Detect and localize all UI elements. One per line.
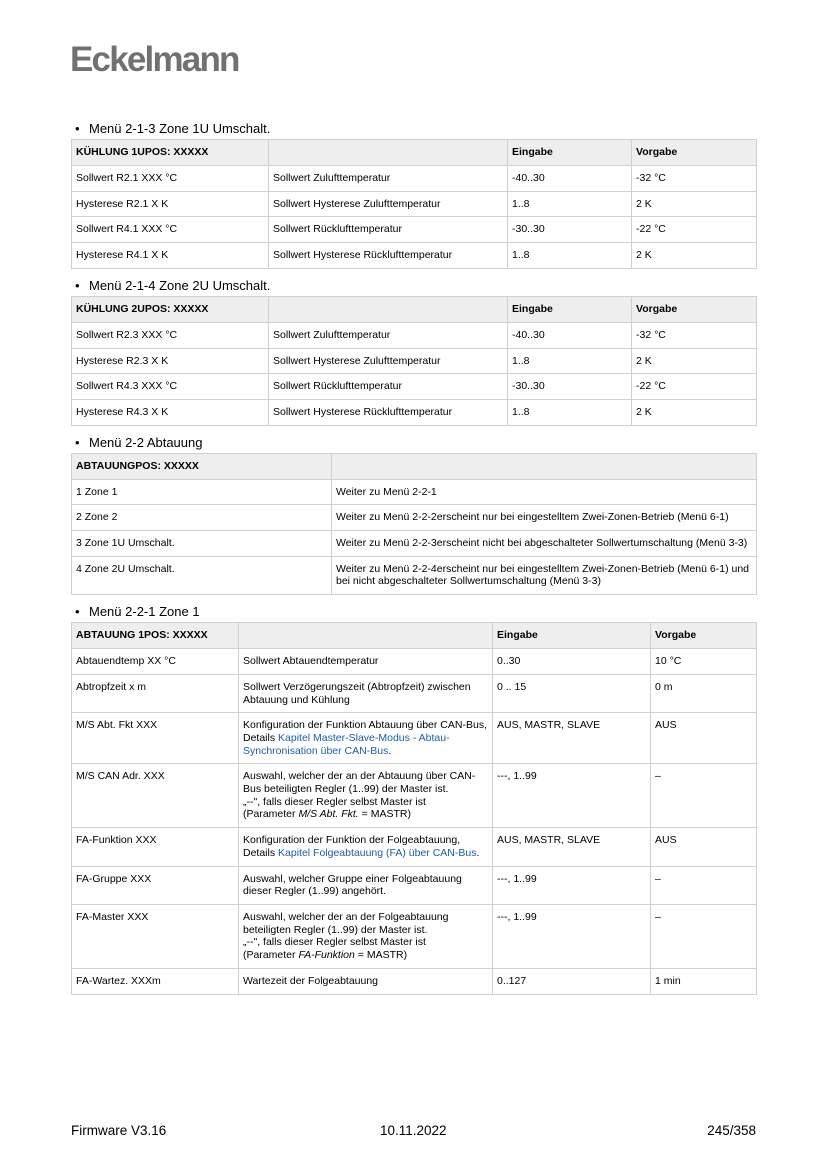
table-cell: FA-Gruppe XXX bbox=[72, 866, 239, 904]
section-heading: • Menü 2-2 Abtauung bbox=[75, 434, 203, 450]
table-header-row bbox=[72, 453, 757, 479]
page-content bbox=[71, 120, 756, 1003]
table-cell: Sollwert Zulufttemperatur bbox=[269, 322, 508, 348]
table-cell: Wartezeit der Folgeabtauung bbox=[239, 968, 493, 994]
table-cell: Weiter zu Menü 2-2-2erscheint nur bei eingestelltem Zwei-Zonen-Betrieb (Menü 6-1) bbox=[332, 505, 757, 531]
table-cell: – bbox=[651, 904, 757, 968]
table-cell: 0 m bbox=[651, 674, 757, 712]
cell-text: Konfiguration der Funktion Abtauung über CAN-Bus, Details bbox=[243, 719, 487, 744]
table-cell: 1..8 bbox=[508, 399, 632, 425]
footer-date: 10.11.2022 bbox=[380, 1123, 447, 1138]
menu-table-abtauung bbox=[71, 453, 757, 596]
table-header-cell: ABTAUUNGPOS: XXXXX bbox=[72, 453, 332, 479]
table-cell bbox=[239, 828, 493, 866]
table-cell: -32 °C bbox=[632, 322, 757, 348]
table-cell: M/S CAN Adr. XXX bbox=[72, 764, 239, 828]
table-cell: Sollwert Hysterese Rücklufttemperatur bbox=[269, 243, 508, 269]
table-row bbox=[72, 191, 757, 217]
table-cell: FA-Wartez. XXXm bbox=[72, 968, 239, 994]
section-heading: • Menü 2-1-3 Zone 1U Umschalt. bbox=[75, 121, 271, 136]
cell-text: . bbox=[476, 846, 480, 859]
table-cell: 1..8 bbox=[508, 348, 632, 374]
table-row bbox=[72, 505, 757, 531]
table-cell: Sollwert Abtauendtemperatur bbox=[239, 649, 493, 675]
section-heading-text: Menü 2-1-4 Zone 2U Umschalt. bbox=[89, 277, 271, 293]
footer-page-number: 245/358 bbox=[707, 1123, 756, 1138]
cell-text: Auswahl, welcher der an der Abtauung über CAN-Bus beteiligten Regler (1..99) der Master ist. bbox=[243, 770, 476, 796]
table-header-cell bbox=[269, 140, 508, 166]
section-heading-text: Menü 2-2 Abtauung bbox=[89, 434, 203, 450]
table-row bbox=[72, 828, 757, 866]
table-cell: AUS bbox=[651, 828, 757, 866]
table-cell: AUS, MASTR, SLAVE bbox=[493, 713, 651, 764]
parameter-table-kuehlung-2u bbox=[71, 296, 757, 426]
cell-text: „--", falls dieser Regler selbst Master ist bbox=[243, 936, 426, 949]
table-cell: 10 °C bbox=[651, 649, 757, 675]
section-heading: • Menü 2-1-4 Zone 2U Umschalt. bbox=[75, 277, 271, 293]
cell-text: = MASTR) bbox=[358, 808, 411, 821]
table-cell: Sollwert Zulufttemperatur bbox=[269, 166, 508, 192]
table-cell bbox=[239, 764, 493, 828]
table-header-row bbox=[72, 296, 757, 322]
table-header-cell: KÜHLUNG 2UPOS: XXXXX bbox=[72, 296, 269, 322]
table-cell: ---, 1..99 bbox=[493, 904, 651, 968]
table-cell bbox=[239, 904, 493, 968]
parameter-name: FA-Funktion bbox=[298, 949, 355, 962]
table-row bbox=[72, 556, 757, 594]
table-cell: – bbox=[651, 866, 757, 904]
table-cell: Hysterese R2.1 X K bbox=[72, 191, 269, 217]
table-row bbox=[72, 531, 757, 557]
table-cell: Weiter zu Menü 2-2-1 bbox=[332, 479, 757, 505]
table-row bbox=[72, 217, 757, 243]
table-cell: ---, 1..99 bbox=[493, 764, 651, 828]
table-header-cell: Eingabe bbox=[508, 296, 632, 322]
table-cell: Sollwert Rücklufttemperatur bbox=[269, 374, 508, 400]
table-header-cell: Eingabe bbox=[493, 623, 651, 649]
table-row bbox=[72, 348, 757, 374]
table-row bbox=[72, 968, 757, 994]
cell-text: . bbox=[388, 744, 392, 757]
section-heading-text: Menü 2-2-1 Zone 1 bbox=[89, 604, 200, 620]
table-header-row bbox=[72, 140, 757, 166]
table-cell bbox=[239, 713, 493, 764]
table-cell: -40..30 bbox=[508, 322, 632, 348]
table-cell: Sollwert Rücklufttemperatur bbox=[269, 217, 508, 243]
table-cell: AUS bbox=[651, 713, 757, 764]
table-cell: Abtauendtemp XX °C bbox=[72, 649, 239, 675]
table-cell: – bbox=[651, 764, 757, 828]
table-header-cell: Vorgabe bbox=[651, 623, 757, 649]
table-row bbox=[72, 713, 757, 764]
table-cell: Sollwert R2.1 XXX °C bbox=[72, 166, 269, 192]
footer-firmware-version: Firmware V3.16 bbox=[71, 1123, 167, 1138]
chapter-link[interactable]: Kapitel Folgeabtauung (FA) über CAN-Bus bbox=[278, 846, 477, 859]
table-row bbox=[72, 764, 757, 828]
table-cell: -32 °C bbox=[632, 166, 757, 192]
table-header-cell: Eingabe bbox=[508, 140, 632, 166]
table-cell: 2 K bbox=[632, 399, 757, 425]
table-row bbox=[72, 243, 757, 269]
cell-text: (Parameter bbox=[243, 808, 299, 821]
table-cell: 2 K bbox=[632, 191, 757, 217]
table-cell: Hysterese R4.1 X K bbox=[72, 243, 269, 269]
cell-text: Auswahl, welcher der an der Folgeabtauung beteiligten Regler (1..99) der Master ist. bbox=[243, 910, 449, 936]
eckelmann-logo: Eckelmann bbox=[70, 40, 239, 79]
section-heading-text: Menü 2-1-3 Zone 1U Umschalt. bbox=[89, 121, 271, 136]
table-cell: 0..127 bbox=[493, 968, 651, 994]
table-cell: Weiter zu Menü 2-2-3erscheint nicht bei abgeschalteter Sollwertumschaltung (Menü 3-3) bbox=[332, 531, 757, 557]
table-cell: -30..30 bbox=[508, 217, 632, 243]
table-cell: 1..8 bbox=[508, 243, 632, 269]
table-cell: 2 K bbox=[632, 348, 757, 374]
cell-text: Konfiguration der Funktion der Folgeabtauung, Details bbox=[243, 834, 461, 859]
table-cell: -40..30 bbox=[508, 166, 632, 192]
table-row bbox=[72, 399, 757, 425]
table-cell: 1 min bbox=[651, 968, 757, 994]
table-cell: -22 °C bbox=[632, 374, 757, 400]
table-cell: Auswahl, welcher Gruppe einer Folgeabtauung dieser Regler (1..99) angehört. bbox=[239, 866, 493, 904]
table-row bbox=[72, 166, 757, 192]
cell-text: (Parameter bbox=[243, 949, 299, 962]
table-cell: Sollwert Hysterese Zulufttemperatur bbox=[269, 348, 508, 374]
table-row bbox=[72, 674, 757, 712]
cell-text: „--", falls dieser Regler selbst Master ist bbox=[243, 795, 426, 808]
table-cell: ---, 1..99 bbox=[493, 866, 651, 904]
section-heading: • Menü 2-2-1 Zone 1 bbox=[75, 604, 200, 620]
table-cell: Sollwert Hysterese Zulufttemperatur bbox=[269, 191, 508, 217]
table-row bbox=[72, 479, 757, 505]
table-cell: Sollwert R4.3 XXX °C bbox=[72, 374, 269, 400]
table-cell: Abtropfzeit x m bbox=[72, 674, 239, 712]
table-cell: 1 Zone 1 bbox=[72, 479, 332, 505]
table-cell: 1..8 bbox=[508, 191, 632, 217]
table-cell: Sollwert R4.1 XXX °C bbox=[72, 217, 269, 243]
table-cell: -30..30 bbox=[508, 374, 632, 400]
table-cell: M/S Abt. Fkt XXX bbox=[72, 713, 239, 764]
table-row bbox=[72, 904, 757, 968]
table-cell: Sollwert R2.3 XXX °C bbox=[72, 322, 269, 348]
table-cell: FA-Funktion XXX bbox=[72, 828, 239, 866]
table-cell: Weiter zu Menü 2-2-4erscheint nur bei eingestelltem Zwei-Zonen-Betrieb (Menü 6-1) und bei nicht abgeschalteter Sollwertumschaltung (Menü 3-3) bbox=[332, 556, 757, 594]
table-header-cell: ABTAUUNG 1POS: XXXXX bbox=[72, 623, 239, 649]
table-row bbox=[72, 374, 757, 400]
table-row bbox=[72, 649, 757, 675]
table-header-cell bbox=[269, 296, 508, 322]
table-header-cell bbox=[239, 623, 493, 649]
table-cell: Hysterese R4.3 X K bbox=[72, 399, 269, 425]
parameter-table-kuehlung-1u bbox=[71, 139, 757, 269]
table-cell: Sollwert Verzögerungszeit (Abtropfzeit) zwischen Abtauung und Kühlung bbox=[239, 674, 493, 712]
table-cell: 2 K bbox=[632, 243, 757, 269]
table-cell: Hysterese R2.3 X K bbox=[72, 348, 269, 374]
table-header-cell: KÜHLUNG 1UPOS: XXXXX bbox=[72, 140, 269, 166]
table-cell: 4 Zone 2U Umschalt. bbox=[72, 556, 332, 594]
table-cell: 3 Zone 1U Umschalt. bbox=[72, 531, 332, 557]
table-cell: 0..30 bbox=[493, 649, 651, 675]
table-cell: -22 °C bbox=[632, 217, 757, 243]
parameter-name: M/S Abt. Fkt. bbox=[298, 808, 359, 821]
table-cell: 0 .. 15 bbox=[493, 674, 651, 712]
table-cell: AUS, MASTR, SLAVE bbox=[493, 828, 651, 866]
table-header-row bbox=[72, 623, 757, 649]
table-header-cell: Vorgabe bbox=[632, 296, 757, 322]
parameter-table-abtauung-1 bbox=[71, 622, 757, 994]
table-header-cell bbox=[332, 453, 757, 479]
cell-text: = MASTR) bbox=[354, 949, 408, 962]
table-header-cell: Vorgabe bbox=[632, 140, 757, 166]
table-cell: 2 Zone 2 bbox=[72, 505, 332, 531]
table-row bbox=[72, 322, 757, 348]
table-cell: FA-Master XXX bbox=[72, 904, 239, 968]
table-row bbox=[72, 866, 757, 904]
table-cell: Sollwert Hysterese Rücklufttemperatur bbox=[269, 399, 508, 425]
chapter-link[interactable]: Kapitel Master-Slave-Modus - Abtau-Synchronisation über CAN-Bus bbox=[243, 731, 450, 757]
